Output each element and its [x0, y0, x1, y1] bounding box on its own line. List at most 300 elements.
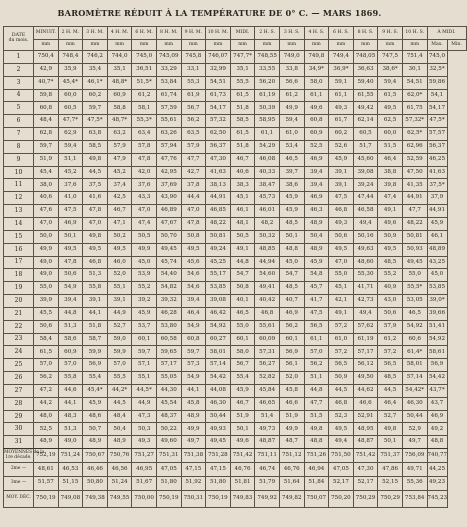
- date-header-line2: du mois.: [8, 37, 29, 43]
- pressure-value: 39,2: [132, 295, 157, 308]
- average-value: 751,42: [353, 449, 378, 463]
- table-row: [4, 295, 467, 308]
- pressure-value: 44,30: [156, 384, 181, 397]
- pressure-value: 57,9: [107, 140, 132, 153]
- pressure-value: 51,7: [353, 140, 378, 153]
- pressure-value: 56,37: [427, 140, 447, 153]
- pressure-value: 40,33: [255, 166, 280, 179]
- pressure-value: 47,4: [132, 217, 157, 230]
- pressure-value: 51,8: [83, 320, 108, 333]
- day-number: 9: [4, 153, 34, 166]
- table-row: [4, 423, 467, 436]
- pressure-value: 47,50: [402, 166, 427, 179]
- pressure-value: 744,0: [107, 51, 132, 64]
- pressure-value: 58,5: [230, 115, 255, 128]
- pressure-value: 46,25: [427, 153, 447, 166]
- pressure-value: 46,7: [107, 205, 132, 218]
- pressure-value: 46,1: [427, 230, 447, 243]
- pressure-value: 52,91: [353, 410, 378, 423]
- pressure-value: 35,9: [58, 63, 83, 76]
- day-number: 10: [4, 166, 34, 179]
- pressure-value: 60,09: [255, 333, 280, 346]
- pressure-value: 40,42: [255, 295, 280, 308]
- unit-header: mm: [206, 40, 231, 51]
- monthly-average-value: 750,29: [378, 490, 403, 507]
- pressure-value: 48,8*: [107, 76, 132, 89]
- average-value: 55,36: [402, 476, 427, 490]
- average-value: 51,67: [132, 476, 157, 490]
- pressure-value: 38,6: [279, 179, 304, 192]
- average-value: 751,27: [132, 449, 157, 463]
- pressure-value: 61,1: [304, 333, 329, 346]
- pressure-value: 57,0: [58, 359, 83, 372]
- pressure-value: 61,5: [230, 128, 255, 141]
- pressure-value: 45,74: [156, 256, 181, 269]
- pressure-value: 58,7: [83, 333, 108, 346]
- pressure-value: 61,2: [279, 89, 304, 102]
- pressure-value: 47,8: [132, 153, 157, 166]
- pressure-value: 33,29: [156, 63, 181, 76]
- monthly-average-value: 750,00: [132, 490, 157, 507]
- pressure-value: 56,12: [353, 359, 378, 372]
- pressure-value: 61,1: [304, 89, 329, 102]
- hour-header: 9 H. S.: [378, 27, 403, 40]
- pressure-value: 60,27: [206, 333, 231, 346]
- table-row: [4, 243, 467, 256]
- pressure-value: 49,0: [34, 256, 59, 269]
- pressure-value: 42,1: [329, 295, 354, 308]
- pressure-value: 48,3: [58, 410, 83, 423]
- pressure-value: 57,32: [206, 115, 231, 128]
- pressure-value: 49,45: [156, 243, 181, 256]
- pressure-value: 55,8: [83, 282, 108, 295]
- average-value: 47,05: [156, 462, 181, 476]
- pressure-value: 43,7: [427, 397, 447, 410]
- unit-header: mm: [58, 40, 83, 51]
- pressure-value: 38,47: [255, 179, 280, 192]
- pressure-value: 49,3: [132, 436, 157, 449]
- pressure-value: 748,55: [255, 51, 280, 64]
- day-number: 26: [4, 372, 34, 385]
- pressure-value: 49,5: [181, 243, 206, 256]
- day-number: 23: [4, 333, 34, 346]
- pressure-value: 46,8: [329, 205, 354, 218]
- pressure-value: 50,22: [156, 423, 181, 436]
- hour-header: 10 H. S.: [402, 27, 427, 40]
- hour-header: 3 H. S.: [279, 27, 304, 40]
- pressure-value: 46,1*: [83, 76, 108, 89]
- pressure-value: 57,31: [255, 346, 280, 359]
- pressure-value: 56,1: [279, 359, 304, 372]
- pressure-value: 47,9: [107, 153, 132, 166]
- pressure-value: 47,5: [329, 192, 354, 205]
- average-value: 750,76: [107, 449, 132, 463]
- pressure-value: 39,4: [58, 295, 83, 308]
- pressure-value: 46,30: [206, 397, 231, 410]
- pressure-value: 44,2: [34, 397, 59, 410]
- day-number: 13: [4, 205, 34, 218]
- pressure-value: 48,37: [156, 410, 181, 423]
- pressure-value: 61,5: [230, 89, 255, 102]
- average-value: 51,81: [230, 476, 255, 490]
- pressure-value: 37,4: [107, 179, 132, 192]
- average-value: 47,30: [353, 462, 378, 476]
- pressure-value: 38,3: [230, 179, 255, 192]
- pressure-value: 56,9: [279, 346, 304, 359]
- average-value: 751,31: [156, 449, 181, 463]
- pressure-value: 36,51: [132, 63, 157, 76]
- pressure-value: 55,0: [34, 282, 59, 295]
- pressure-value: 55,1: [132, 372, 157, 385]
- pressure-value: 59,1: [329, 76, 354, 89]
- pressure-value: 56,9: [427, 359, 447, 372]
- pressure-value: 59,4: [378, 76, 403, 89]
- pressure-value: 48,5: [378, 372, 403, 385]
- hour-header: 10 H. M.: [206, 27, 231, 40]
- pressure-value: 48,6: [83, 410, 108, 423]
- monthly-average-value: 749,38: [83, 490, 108, 507]
- hour-header: MINUIT.: [34, 27, 59, 40]
- pressure-value: 40,6: [34, 192, 59, 205]
- pressure-value: 44,8: [58, 307, 83, 320]
- pressure-value: 50,5: [230, 230, 255, 243]
- monthly-average-value: 749,08: [58, 490, 83, 507]
- pressure-value: 44,6: [58, 384, 83, 397]
- pressure-value: 49,8: [378, 423, 403, 436]
- average-value: 46,46: [83, 462, 108, 476]
- pressure-value: 60,9: [304, 128, 329, 141]
- date-header-line1: DATE: [11, 32, 26, 38]
- average-row: [4, 476, 467, 490]
- pressure-value: 54,7: [230, 269, 255, 282]
- pressure-value: 47,4: [378, 192, 403, 205]
- pressure-value: 46,9: [427, 410, 447, 423]
- pressure-value: 55,0: [329, 269, 354, 282]
- pressure-value: 44,5*: [132, 384, 157, 397]
- pressure-value: 56,2: [279, 320, 304, 333]
- pressure-value: 39,8: [378, 179, 403, 192]
- pressure-value: 54,40: [156, 269, 181, 282]
- pressure-value: 49,24: [206, 243, 231, 256]
- pressure-value: 44,5: [378, 384, 403, 397]
- pressure-value: 46,28: [156, 307, 181, 320]
- pressure-value: 58,01: [206, 346, 231, 359]
- pressure-value: 49,4: [353, 307, 378, 320]
- pressure-value: 60,0: [378, 128, 403, 141]
- pressure-value: 44,91: [206, 192, 231, 205]
- pressure-value: 48,4: [107, 410, 132, 423]
- pressure-value: 44,08: [206, 384, 231, 397]
- pressure-value: 57,94: [156, 140, 181, 153]
- pressure-value: 45,60: [353, 153, 378, 166]
- monthly-average-value: 753,84: [402, 490, 427, 507]
- pressure-value: 50,1: [279, 230, 304, 243]
- pressure-value: 44,9: [107, 307, 132, 320]
- pressure-value: 48,8: [427, 436, 447, 449]
- pressure-value: 61,9: [181, 89, 206, 102]
- day-number: 7: [4, 128, 34, 141]
- average-label: [4, 462, 34, 476]
- averages-heading: MOYENNES de la: [4, 449, 45, 455]
- pressure-value: 747,7*: [230, 51, 255, 64]
- pressure-value: 748,4: [58, 51, 83, 64]
- pressure-value: 59,7: [83, 102, 108, 115]
- day-number: 27: [4, 384, 34, 397]
- pressure-value: 49,3: [329, 102, 354, 115]
- pressure-value: 51,5*: [132, 76, 157, 89]
- pressure-value: 49,63: [353, 243, 378, 256]
- table-row: [4, 372, 467, 385]
- day-number: 11: [4, 179, 34, 192]
- pressure-value: 45,5: [34, 307, 59, 320]
- pressure-value: 48,9: [107, 436, 132, 449]
- pressure-value: 61,1: [329, 89, 354, 102]
- pressure-value: 37,69: [156, 179, 181, 192]
- hour-header: 8 H. S.: [353, 27, 378, 40]
- hour-header: 2 H. M.: [58, 27, 83, 40]
- pressure-value: 62,50: [206, 128, 231, 141]
- pressure-value: 53,05: [402, 295, 427, 308]
- pressure-value: 49,1: [230, 243, 255, 256]
- table-row: [4, 333, 467, 346]
- pressure-value: 49,9: [132, 243, 157, 256]
- pressure-value: 50,32: [255, 230, 280, 243]
- pressure-value: 42,0: [132, 166, 157, 179]
- pressure-value: 51,8: [230, 102, 255, 115]
- pressure-value: 61,2: [132, 89, 157, 102]
- pressure-value: 46,9: [304, 192, 329, 205]
- pressure-value: 54,51: [206, 76, 231, 89]
- pressure-value: 46,65: [255, 397, 280, 410]
- pressure-value: 54,6: [181, 282, 206, 295]
- pressure-value: 54,51: [402, 76, 427, 89]
- pressure-value: 39,4: [304, 179, 329, 192]
- pressure-value: 49,3: [329, 217, 354, 230]
- pressure-value: 53,80: [156, 320, 181, 333]
- pressure-value: 49,7: [181, 436, 206, 449]
- pressure-value: 55,2: [132, 282, 157, 295]
- pressure-value: 47,7: [304, 397, 329, 410]
- pressure-value: 60,8: [181, 333, 206, 346]
- pressure-value: 48,87: [255, 436, 280, 449]
- pressure-value: 57,2: [329, 320, 354, 333]
- pressure-value: 56,5: [329, 359, 354, 372]
- pressure-value: 54,17: [427, 102, 447, 115]
- pressure-value: 41,0: [58, 192, 83, 205]
- pressure-value: 44,1: [181, 384, 206, 397]
- pressure-value: 50,1: [230, 423, 255, 436]
- pressure-value: 48,5: [279, 282, 304, 295]
- pressure-value: 57,3: [181, 359, 206, 372]
- pressure-value: 45,8: [279, 384, 304, 397]
- pressure-value: 52,7: [378, 410, 403, 423]
- pressure-value: 50,6: [34, 320, 59, 333]
- monthly-average-value: 750,07: [304, 490, 329, 507]
- pressure-value: 61,74: [156, 89, 181, 102]
- pressure-value: 57,17: [353, 346, 378, 359]
- pressure-value: 54,6: [181, 269, 206, 282]
- pressure-value: 50,4: [107, 423, 132, 436]
- pressure-value: 49,45: [402, 256, 427, 269]
- average-value: 51,80: [206, 476, 231, 490]
- pressure-value: 45,9: [279, 192, 304, 205]
- average-value: 51,84: [304, 476, 329, 490]
- pressure-value: 47,44: [353, 192, 378, 205]
- pressure-value: 45,9: [230, 384, 255, 397]
- pressure-value: 47,8: [83, 205, 108, 218]
- pressure-value: 58,01: [402, 359, 427, 372]
- pressure-value: 55,3*: [132, 115, 157, 128]
- pressure-value: 57,2: [378, 346, 403, 359]
- table-row: [4, 166, 467, 179]
- pressure-value: 47,3: [132, 410, 157, 423]
- pressure-value: 54,17: [206, 102, 231, 115]
- monthly-average-value: 749,82: [279, 490, 304, 507]
- pressure-value: 60,9: [107, 89, 132, 102]
- pressure-value: 51,4: [255, 410, 280, 423]
- day-number: 17: [4, 256, 34, 269]
- pressure-value: 44,5: [329, 384, 354, 397]
- pressure-value: 46,30: [402, 397, 427, 410]
- pressure-value: 47,5*: [427, 115, 447, 128]
- pressure-value: 53,85: [427, 282, 447, 295]
- day-number: 20: [4, 295, 34, 308]
- pressure-value: 50,9: [329, 372, 354, 385]
- pressure-value: 50,9: [378, 230, 403, 243]
- date-header: [4, 27, 34, 51]
- pressure-value: 62,8: [34, 128, 59, 141]
- pressure-value: 749,4: [329, 51, 354, 64]
- pressure-value: 45,0: [279, 256, 304, 269]
- pressure-value: 35,4: [83, 63, 108, 76]
- pressure-value: 47,0: [329, 256, 354, 269]
- pressure-value: 45,8: [181, 397, 206, 410]
- pressure-value: 50,8: [230, 282, 255, 295]
- pressure-value: 45,2: [107, 166, 132, 179]
- hour-header: 4 H. M.: [107, 27, 132, 40]
- pressure-value: 47,6: [34, 205, 59, 218]
- unit-header: mm: [230, 40, 255, 51]
- unit-header: mm: [34, 40, 59, 51]
- average-row: [4, 462, 467, 476]
- pressure-value: 45,1: [329, 282, 354, 295]
- pressure-value: 57,0: [304, 346, 329, 359]
- pressure-value: 49,9: [181, 423, 206, 436]
- pressure-value: 46,7: [230, 397, 255, 410]
- pressure-value: 59,9: [107, 346, 132, 359]
- pressure-value: 54,42: [427, 372, 447, 385]
- pressure-value: 40,7: [279, 295, 304, 308]
- pressure-value: 46,58: [353, 205, 378, 218]
- pressure-value: 47,0: [181, 205, 206, 218]
- pressure-value: 50,7: [83, 423, 108, 436]
- pressure-value: 42,9: [34, 63, 59, 76]
- pressure-value: 56,7: [230, 359, 255, 372]
- pressure-value: 62,5: [378, 115, 403, 128]
- pressure-value: 42,73: [353, 295, 378, 308]
- average-value: 52,15: [378, 476, 403, 490]
- pressure-value: 51,9: [279, 410, 304, 423]
- pressure-value: 40,6: [230, 166, 255, 179]
- pressure-value: 41,63: [206, 166, 231, 179]
- pressure-value: 54,9: [181, 372, 206, 385]
- pressure-value: 44,91: [402, 192, 427, 205]
- average-value: 46,74: [255, 462, 280, 476]
- pressure-value: 36,63: [353, 63, 378, 76]
- pressure-value: 51,3: [58, 423, 83, 436]
- pressure-value: 45,9: [304, 256, 329, 269]
- pressure-value: 44,94: [255, 256, 280, 269]
- table-row: [4, 346, 467, 359]
- table-row: [4, 192, 467, 205]
- pressure-value: 46,8: [255, 307, 280, 320]
- pressure-value: 47,2: [34, 384, 59, 397]
- pressure-value: 745,8: [181, 51, 206, 64]
- pressure-value: 41,35: [402, 179, 427, 192]
- table-row: [4, 63, 467, 76]
- average-value: 51,15: [58, 476, 83, 490]
- unit-header: mm: [304, 40, 329, 51]
- pressure-value: 55,2: [378, 269, 403, 282]
- table-row: [4, 153, 467, 166]
- pressure-value: 61,1: [255, 128, 280, 141]
- pressure-value: 49,5: [107, 243, 132, 256]
- day-number: 6: [4, 115, 34, 128]
- pressure-value: 52,59: [402, 153, 427, 166]
- table-row: [4, 217, 467, 230]
- pressure-value: 46,4: [378, 153, 403, 166]
- pressure-value: 56,27: [255, 359, 280, 372]
- average-value: 46,94: [304, 462, 329, 476]
- pressure-value: 50,5: [132, 230, 157, 243]
- unit-header: mm: [156, 40, 181, 51]
- average-value: 46,76: [279, 462, 304, 476]
- average-value: 751,37: [378, 449, 403, 463]
- pressure-value: 57,9: [378, 320, 403, 333]
- pressure-value: 39,4: [304, 166, 329, 179]
- pressure-value: 56,20: [255, 76, 280, 89]
- pressure-value: 46,6: [353, 397, 378, 410]
- pressure-value: 49,5: [378, 243, 403, 256]
- table-row: [4, 230, 467, 243]
- pressure-value: 46,7: [230, 153, 255, 166]
- pressure-value: 751,4: [402, 51, 427, 64]
- pressure-value: 61,4*: [402, 346, 427, 359]
- pressure-value: 56,5: [304, 320, 329, 333]
- pressure-value: 47,5: [304, 307, 329, 320]
- pressure-value: 48,9: [304, 217, 329, 230]
- table-row: [4, 320, 467, 333]
- pressure-value: 47,0: [83, 217, 108, 230]
- pressure-value: 43,25: [427, 256, 447, 269]
- pressure-value: 50,39: [255, 102, 280, 115]
- day-number: 8: [4, 140, 34, 153]
- pressure-value: 58,6: [58, 333, 83, 346]
- pressure-value: 50,16: [353, 230, 378, 243]
- pressure-value: 44,91: [427, 205, 447, 218]
- pressure-value: 49,9: [34, 243, 59, 256]
- pressure-value: 48,5: [378, 256, 403, 269]
- pressure-value: 36,9*: [329, 63, 354, 76]
- average-value: 44,25: [427, 462, 447, 476]
- unit-header: mm: [181, 40, 206, 51]
- average-value: 751,28: [206, 449, 231, 463]
- pressure-value: 55,30: [353, 269, 378, 282]
- pressure-value: 63,8: [83, 128, 108, 141]
- pressure-value: 53,84: [156, 76, 181, 89]
- pressure-value: 61,19: [353, 333, 378, 346]
- pressure-value: 48,22: [402, 217, 427, 230]
